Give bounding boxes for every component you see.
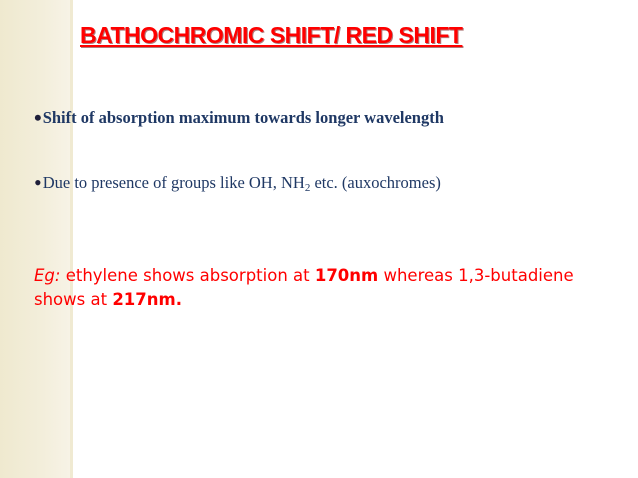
example-value-1: 170nm (314, 266, 379, 285)
side-band-edge (70, 0, 73, 478)
example-text-2: whereas 1,3-butadiene shows at (34, 266, 574, 309)
bullet-dot-icon: • (34, 105, 42, 130)
bullet-dot-icon: • (34, 170, 42, 195)
example-paragraph (34, 264, 624, 312)
bullet-item-1 (34, 107, 504, 129)
slide-title: BATHOCHROMIC SHIFT/ RED SHIFT (80, 22, 463, 48)
example-label: Eg: (34, 266, 61, 285)
bullet-text-2-subscript: 2 (304, 182, 311, 194)
example-value-2: 217nm. (112, 290, 182, 309)
bullet-item-2 (34, 172, 504, 194)
bullet-text-2-prefix: Due to presence of groups like OH, NH (42, 173, 305, 192)
side-decoration-band (0, 0, 70, 478)
example-text-1: ethylene shows absorption at (60, 266, 315, 285)
bullet-text-1: Shift of absorption maximum towards longer wavelength (42, 108, 444, 127)
bullet-text-2-suffix: etc. (auxochromes) (310, 173, 441, 192)
